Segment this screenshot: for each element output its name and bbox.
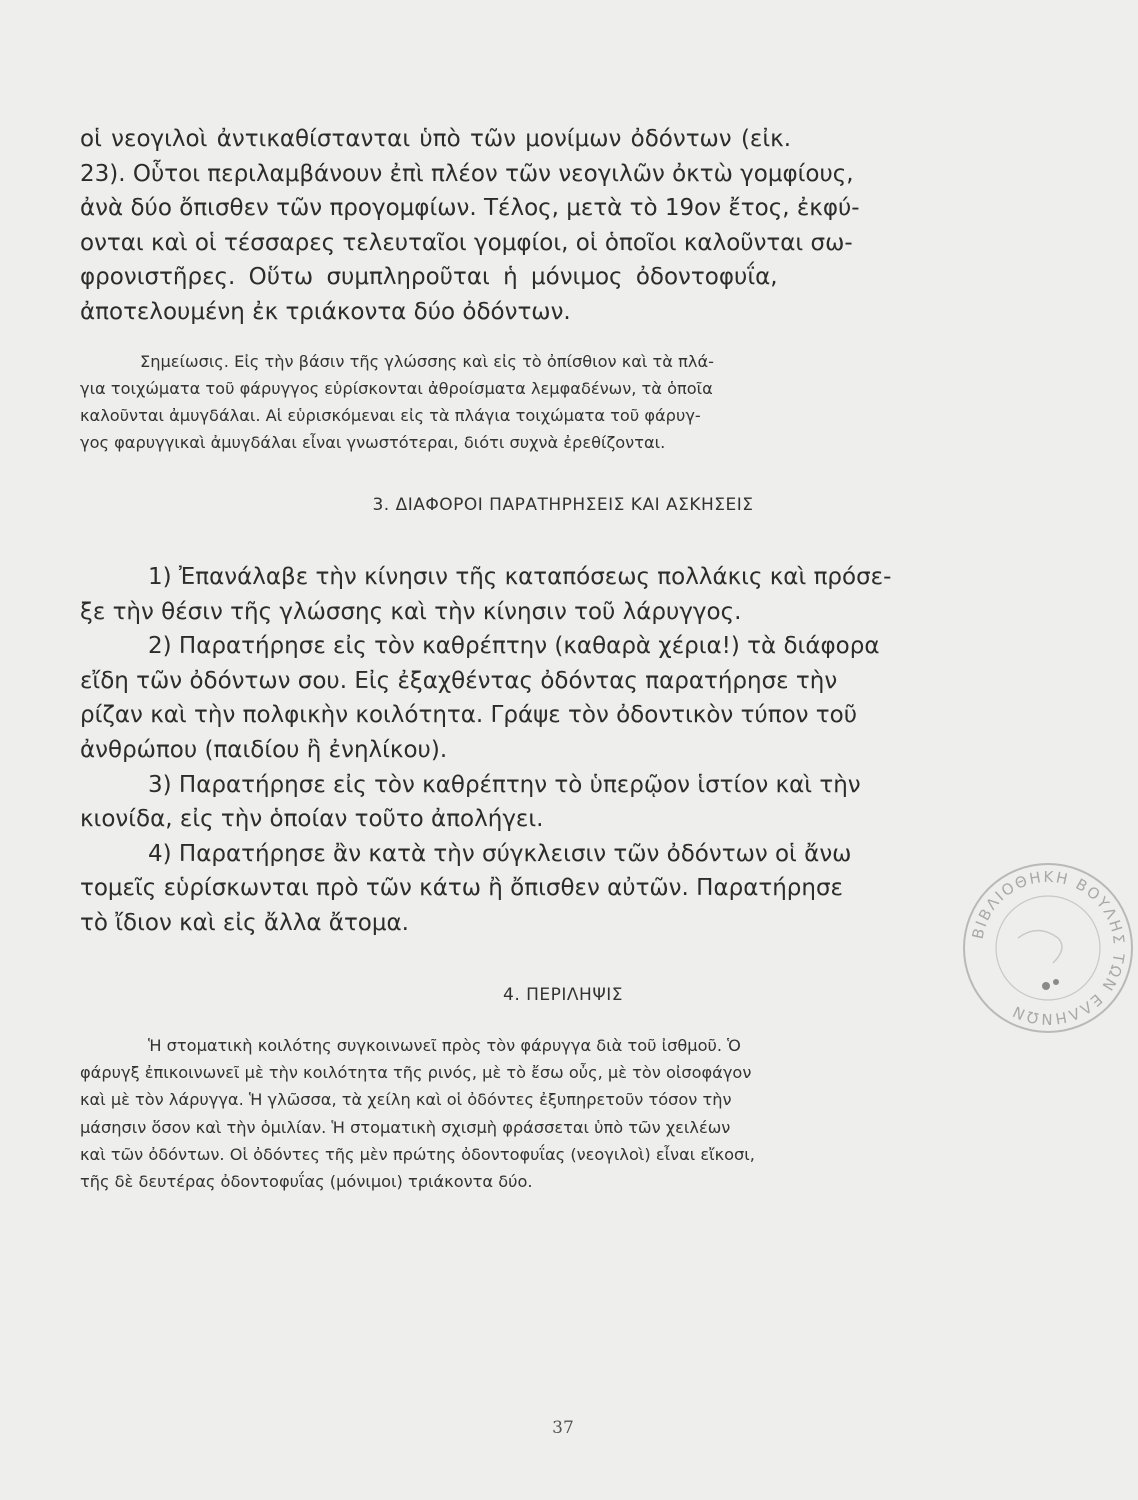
exercise-line: ἀνθρώπου (παιδίου ἢ ἐνηλίκου).	[80, 736, 448, 763]
stamp-text: ΒΙΒΛΙΟΘΗΚΗ ΒΟΥΛΗΣ ΤΩΝ ΕΛΛΗΝΩΝ	[968, 867, 1129, 1029]
summary-line: φάρυγξ ἐπικοινωνεῖ μὲ τὴν κοιλότητα τῆς ρινός, μὲ τὸ ἔσω οὖς, μὲ τὸν οἰσοφάγον	[80, 1063, 752, 1083]
page-number: 37	[552, 1418, 574, 1438]
note-paragraph	[80, 348, 960, 456]
text-line: ονται καὶ οἱ τέσσαρες τελευταῖοι γομφίοι, οἱ ὁποῖοι καλοῦνται σω-	[80, 229, 853, 256]
exercise-line: τομεῖς εὑρίσκωνται πρὸ τῶν κάτω ἢ ὄπισθεν αὐτῶν. Παρατήρησε	[80, 875, 843, 902]
note-line: καλοῦνται ἀμυγδάλαι. Αἱ εὑρισκόμεναι εἰς τὰ πλάγια τοιχώματα τοῦ φάρυγ-	[80, 406, 701, 425]
intro-paragraph	[80, 122, 960, 329]
exercise-line: κιονίδα, εἰς τὴν ὁποίαν τοῦτο ἀπολήγει.	[80, 806, 544, 833]
text-line: 23). Οὗτοι περιλαμβάνουν ἐπὶ πλέον τῶν νεογιλῶν ὀκτὼ γομφίους,	[80, 160, 854, 187]
section-heading-4: 4. ΠΕΡΙΛΗΨΙΣ	[503, 985, 623, 1005]
note-line: Σημείωσις. Εἰς τὴν βάσιν τῆς γλώσσης καὶ εἰς τὸ ὀπίσθιον καὶ τὰ πλά-	[140, 352, 714, 371]
summary-line: μάσησιν ὅσον καὶ τὴν ὁμιλίαν. Ἡ στοματικὴ σχισμὴ φράσσεται ὑπὸ τῶν χειλέων	[80, 1117, 731, 1137]
summary-paragraph	[80, 1032, 980, 1195]
section-heading-3: 3. ΔΙΑΦΟΡΟΙ ΠΑΡΑΤΗΡΗΣΕΙΣ ΚΑΙ ΑΣΚΗΣΕΙΣ	[372, 495, 754, 515]
svg-text:ΒΙΒΛΙΟΘΗΚΗ ΒΟΥΛΗΣ ΤΩΝ ΕΛΛΗΝΩΝ	[969, 868, 1129, 1028]
note-line: γος φαρυγγικαὶ ἀμυγδάλαι εἶναι γνωστότεραι, διότι συχνὰ ἐρεθίζονται.	[80, 433, 666, 452]
library-stamp	[958, 858, 1138, 1038]
exercise-line: τὸ ἴδιον καὶ εἰς ἄλλα ἄτομα.	[80, 909, 409, 936]
note-line: για τοιχώματα τοῦ φάρυγγος εὑρίσκονται ἀθροίσματα λεμφαδένων, τὰ ὁποῖα	[80, 379, 713, 398]
text-line: ἀποτελουμένη ἐκ τριάκοντα δύο ὀδόντων.	[80, 298, 571, 325]
exercise-line: ξε τὴν θέσιν τῆς γλώσσης καὶ τὴν κίνησιν τοῦ λάρυγγος.	[80, 598, 742, 625]
exercise-line: εἴδη τῶν ὀδόντων σου. Εἰς ἐξαχθέντας ὀδόντας παρατήρησε τὴν	[80, 667, 838, 694]
text-line: οἱ νεογιλοὶ ἀντικαθίστανται ὑπὸ τῶν μονίμων ὀδόντων (εἰκ.	[80, 126, 792, 152]
exercise-line: 3) Παρατήρησε εἰς τὸν καθρέπτην τὸ ὑπερῷον ἱστίον καὶ τὴν	[148, 771, 861, 798]
exercise-line: 4) Παρατήρησε ἂν κατὰ τὴν σύγκλεισιν τῶν ὀδόντων οἱ ἄνω	[148, 840, 852, 867]
summary-line: καὶ τῶν ὀδόντων. Οἱ ὀδόντες τῆς μὲν πρώτης ὀδοντοφυΐας (νεογιλοὶ) εἶναι εἴκοσι,	[80, 1144, 755, 1164]
summary-line: καὶ μὲ τὸν λάρυγγα. Ἡ γλῶσσα, τὰ χείλη καὶ οἱ ὀδόντες ἐξυπηρετοῦν τόσον τὴν	[80, 1090, 732, 1110]
text-line: φρονιστῆρες. Οὕτω συμπληροῦται ἡ μόνιμος ὀδοντοφυΐα,	[80, 264, 778, 290]
stamp-seal-icon	[958, 858, 1138, 1038]
summary-line: Ἡ στοματικὴ κοιλότης συγκοινωνεῖ πρὸς τὸν φάρυγγα διὰ τοῦ ἰσθμοῦ. Ὁ	[148, 1036, 741, 1055]
exercise-line: ρίζαν καὶ τὴν πολφικὴν κοιλότητα. Γράψε τὸν ὀδοντικὸν τύπον τοῦ	[80, 702, 858, 729]
text-line: ἀνὰ δύο ὄπισθεν τῶν προγομφίων. Τέλος, μετὰ τὸ 19ον ἔτος, ἐκφύ-	[80, 195, 860, 221]
exercises-list	[80, 560, 980, 941]
exercise-line: 2) Παρατήρησε εἰς τὸν καθρέπτην (καθαρὰ χέρια!) τὰ διάφορα	[148, 633, 880, 660]
exercise-line: 1) Ἐπανάλαβε τὴν κίνησιν τῆς καταπόσεως πολλάκις καὶ πρόσε-	[148, 564, 892, 590]
summary-line: τῆς δὲ δευτέρας ὀδοντοφυΐας (μόνιμοι) τριάκοντα δύο.	[80, 1172, 533, 1192]
